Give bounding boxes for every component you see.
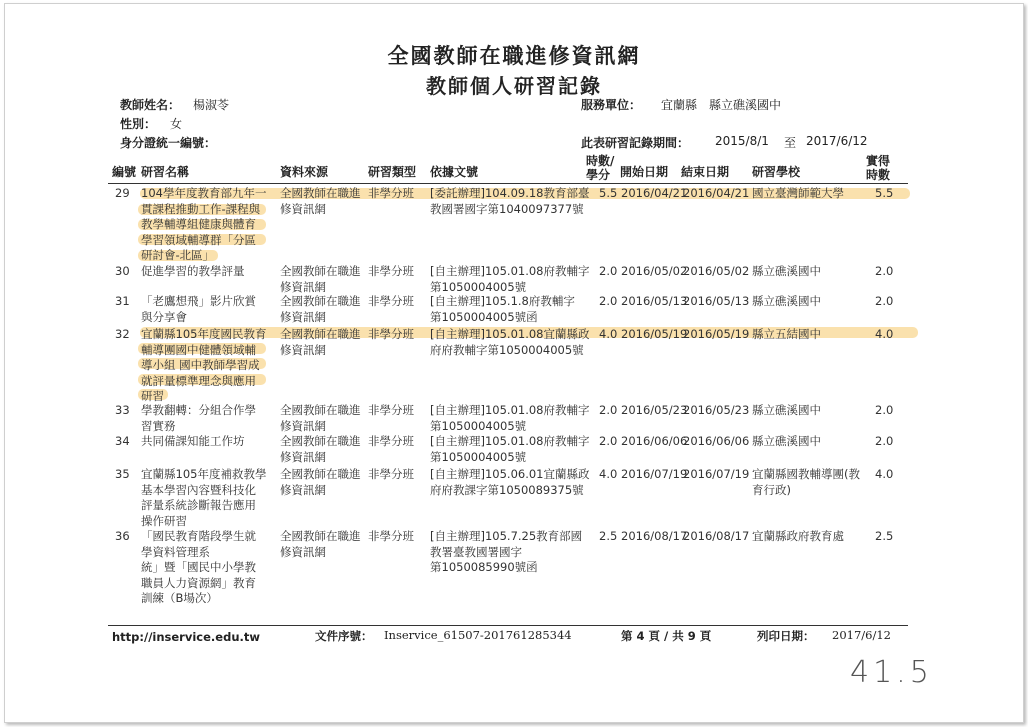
end-date: 2016/04/21 [683, 186, 750, 200]
earned-hours: 4.0 [875, 467, 894, 481]
data-source: 全國教師在職進 修資訊網 [280, 529, 361, 559]
header-source: 資料來源 [280, 165, 329, 179]
header-end: 結束日期 [681, 165, 730, 179]
earned-hours: 2.0 [875, 403, 894, 417]
header-hours: 時數/ 學分 [586, 154, 615, 182]
document-number: [自主辦理]105.01.08府教輔字 第1050004005號 [430, 434, 590, 464]
start-date: 2016/07/19 [621, 467, 688, 481]
end-date: 2016/07/19 [683, 467, 750, 481]
course-type: 非學分班 [368, 327, 414, 341]
header-no: 編號 [112, 165, 137, 179]
hours-credits: 2.0 [599, 403, 618, 417]
row-number: 33 [115, 403, 130, 417]
earned-hours: 2.5 [875, 529, 894, 543]
end-date: 2016/06/06 [683, 434, 750, 448]
period-to-label: 至 [784, 136, 797, 150]
print-date-label: 列印日期： [757, 629, 815, 643]
document-number: [自主辦理]105.7.25教育部國 教署臺教國署國字 第1050085990號函 [430, 529, 583, 574]
row-number: 34 [115, 434, 130, 448]
document-number: [自主辦理]105.01.08宜蘭縣政 府府教輔字第1050004005號 [430, 327, 590, 357]
document-number: [自主辦理]105.01.08府教輔字 第1050004005號 [430, 264, 590, 294]
end-date: 2016/05/23 [683, 403, 750, 417]
hours-credits: 4.0 [599, 467, 618, 481]
course-type: 非學分班 [368, 467, 414, 481]
hours-credits: 4.0 [599, 327, 618, 341]
serial-label: 文件序號： [315, 629, 373, 643]
course-type: 非學分班 [368, 529, 414, 543]
header-rule [108, 183, 908, 184]
serial-number: Inservice_61507-201761285344 [384, 628, 572, 642]
data-source: 全國教師在職進 修資訊網 [280, 264, 361, 294]
header-type: 研習類型 [368, 165, 417, 179]
earned-hours: 2.0 [875, 294, 894, 308]
period-label: 此表研習記錄期間： [581, 136, 690, 150]
end-date: 2016/05/02 [683, 264, 750, 278]
gender-label: 性別： [120, 117, 157, 131]
course-name: 學教翻轉：分組合作學 習實務 [141, 403, 256, 433]
period-from: 2015/8/1 [715, 134, 769, 148]
print-date: 2017/6/12 [832, 628, 891, 642]
course-school: 縣立礁溪國中 [752, 294, 821, 308]
site-title: 全國教師在職進修資訊網 [387, 43, 641, 68]
course-name: 共同備課知能工作坊 [141, 434, 245, 448]
course-name: 「老鷹想飛」影片欣賞 與分享會 [141, 294, 256, 324]
site-url: http://inservice.edu.tw [112, 630, 260, 644]
course-name: 104學年度教育部九年一 貫課程推動工作-課程與 教學輔導組健康與體育 學習領域輔導群「分區 研討會-北區」 [141, 186, 267, 262]
handwritten-total: 41.5 [850, 655, 933, 690]
document-number: [委託辦理]104.09.18教育部臺 教國署國字第1040097377號 [430, 186, 590, 216]
page-indicator: 第 4 頁 / 共 9 頁 [621, 629, 712, 643]
course-school: 縣立五結國中 [752, 327, 821, 341]
earned-hours: 2.0 [875, 264, 894, 278]
row-number: 31 [115, 294, 130, 308]
start-date: 2016/08/17 [621, 529, 688, 543]
document-number: [自主辦理]105.1.8府教輔字 第1050004005號函 [430, 294, 575, 324]
course-name: 宜蘭縣105年度補救教學 基本學習內容暨科技化 評量系統診斷報告應用 操作研習 [141, 467, 267, 528]
start-date: 2016/05/02 [621, 264, 688, 278]
course-school: 國立臺灣師範大學 [752, 186, 844, 200]
footer-rule [108, 625, 908, 626]
start-date: 2016/05/19 [621, 327, 688, 341]
start-date: 2016/05/23 [621, 403, 688, 417]
header-name: 研習名稱 [141, 165, 190, 179]
course-name: 「國民教育階段學生就 學資料管理系 統」暨「國民中小學教 職員人力資源網」教育 訓練（B場次） [141, 529, 256, 605]
end-date: 2016/05/13 [683, 294, 750, 308]
start-date: 2016/04/21 [621, 186, 688, 200]
start-date: 2016/06/06 [621, 434, 688, 448]
header-doc: 依據文號 [430, 165, 479, 179]
data-source: 全國教師在職進 修資訊網 [280, 186, 361, 216]
unit-label: 服務單位： [581, 98, 642, 112]
hours-credits: 5.5 [599, 186, 618, 200]
earned-hours: 5.5 [875, 186, 894, 200]
hours-credits: 2.0 [599, 434, 618, 448]
end-date: 2016/05/19 [683, 327, 750, 341]
data-source: 全國教師在職進 修資訊網 [280, 327, 361, 357]
period-to: 2017/6/12 [806, 134, 868, 148]
teacher-name: 楊淑苓 [193, 98, 230, 112]
header-school: 研習學校 [752, 165, 801, 179]
earned-hours: 2.0 [875, 434, 894, 448]
data-source: 全國教師在職進 修資訊網 [280, 467, 361, 497]
course-school: 縣立礁溪國中 [752, 264, 821, 278]
service-unit: 宜蘭縣 縣立礁溪國中 [661, 98, 782, 112]
course-type: 非學分班 [368, 403, 414, 417]
course-school: 宜蘭縣政府教育處 [752, 529, 844, 543]
course-school: 縣立礁溪國中 [752, 434, 821, 448]
data-source: 全國教師在職進 修資訊網 [280, 403, 361, 433]
course-name: 宜蘭縣105年度國民教育 輔導團國中健體領域輔 導小組 國中教師學習成 就評量標準理念與應用 研習 [141, 327, 267, 403]
course-school: 宜蘭縣國教輔導團(教 育行政) [752, 467, 860, 497]
document-number: [自主辦理]105.01.08府教輔字 第1050004005號 [430, 403, 590, 433]
earned-hours: 4.0 [875, 327, 894, 341]
end-date: 2016/08/17 [683, 529, 750, 543]
hours-credits: 2.5 [599, 529, 618, 543]
row-number: 32 [115, 327, 130, 341]
course-type: 非學分班 [368, 434, 414, 448]
course-type: 非學分班 [368, 186, 414, 200]
document-number: [自主辦理]105.06.01宜蘭縣政 府府教課字第1050089375號 [430, 467, 590, 497]
data-source: 全國教師在職進 修資訊網 [280, 294, 361, 324]
name-label: 教師姓名： [120, 98, 181, 112]
gender-value: 女 [170, 117, 183, 131]
data-source: 全國教師在職進 修資訊網 [280, 434, 361, 464]
course-type: 非學分班 [368, 294, 414, 308]
id-label: 身分證統一編號： [120, 136, 217, 150]
course-school: 縣立礁溪國中 [752, 403, 821, 417]
start-date: 2016/05/13 [621, 294, 688, 308]
document-title: 教師個人研習記錄 [426, 74, 602, 98]
header-earned: 實得 時數 [866, 154, 891, 182]
hours-credits: 2.0 [599, 264, 618, 278]
row-number: 35 [115, 467, 130, 481]
row-number: 30 [115, 264, 130, 278]
row-number: 29 [115, 186, 130, 200]
header-start: 開始日期 [620, 165, 669, 179]
course-type: 非學分班 [368, 264, 414, 278]
course-name: 促進學習的教學評量 [141, 264, 245, 278]
hours-credits: 2.0 [599, 294, 618, 308]
row-number: 36 [115, 529, 130, 543]
